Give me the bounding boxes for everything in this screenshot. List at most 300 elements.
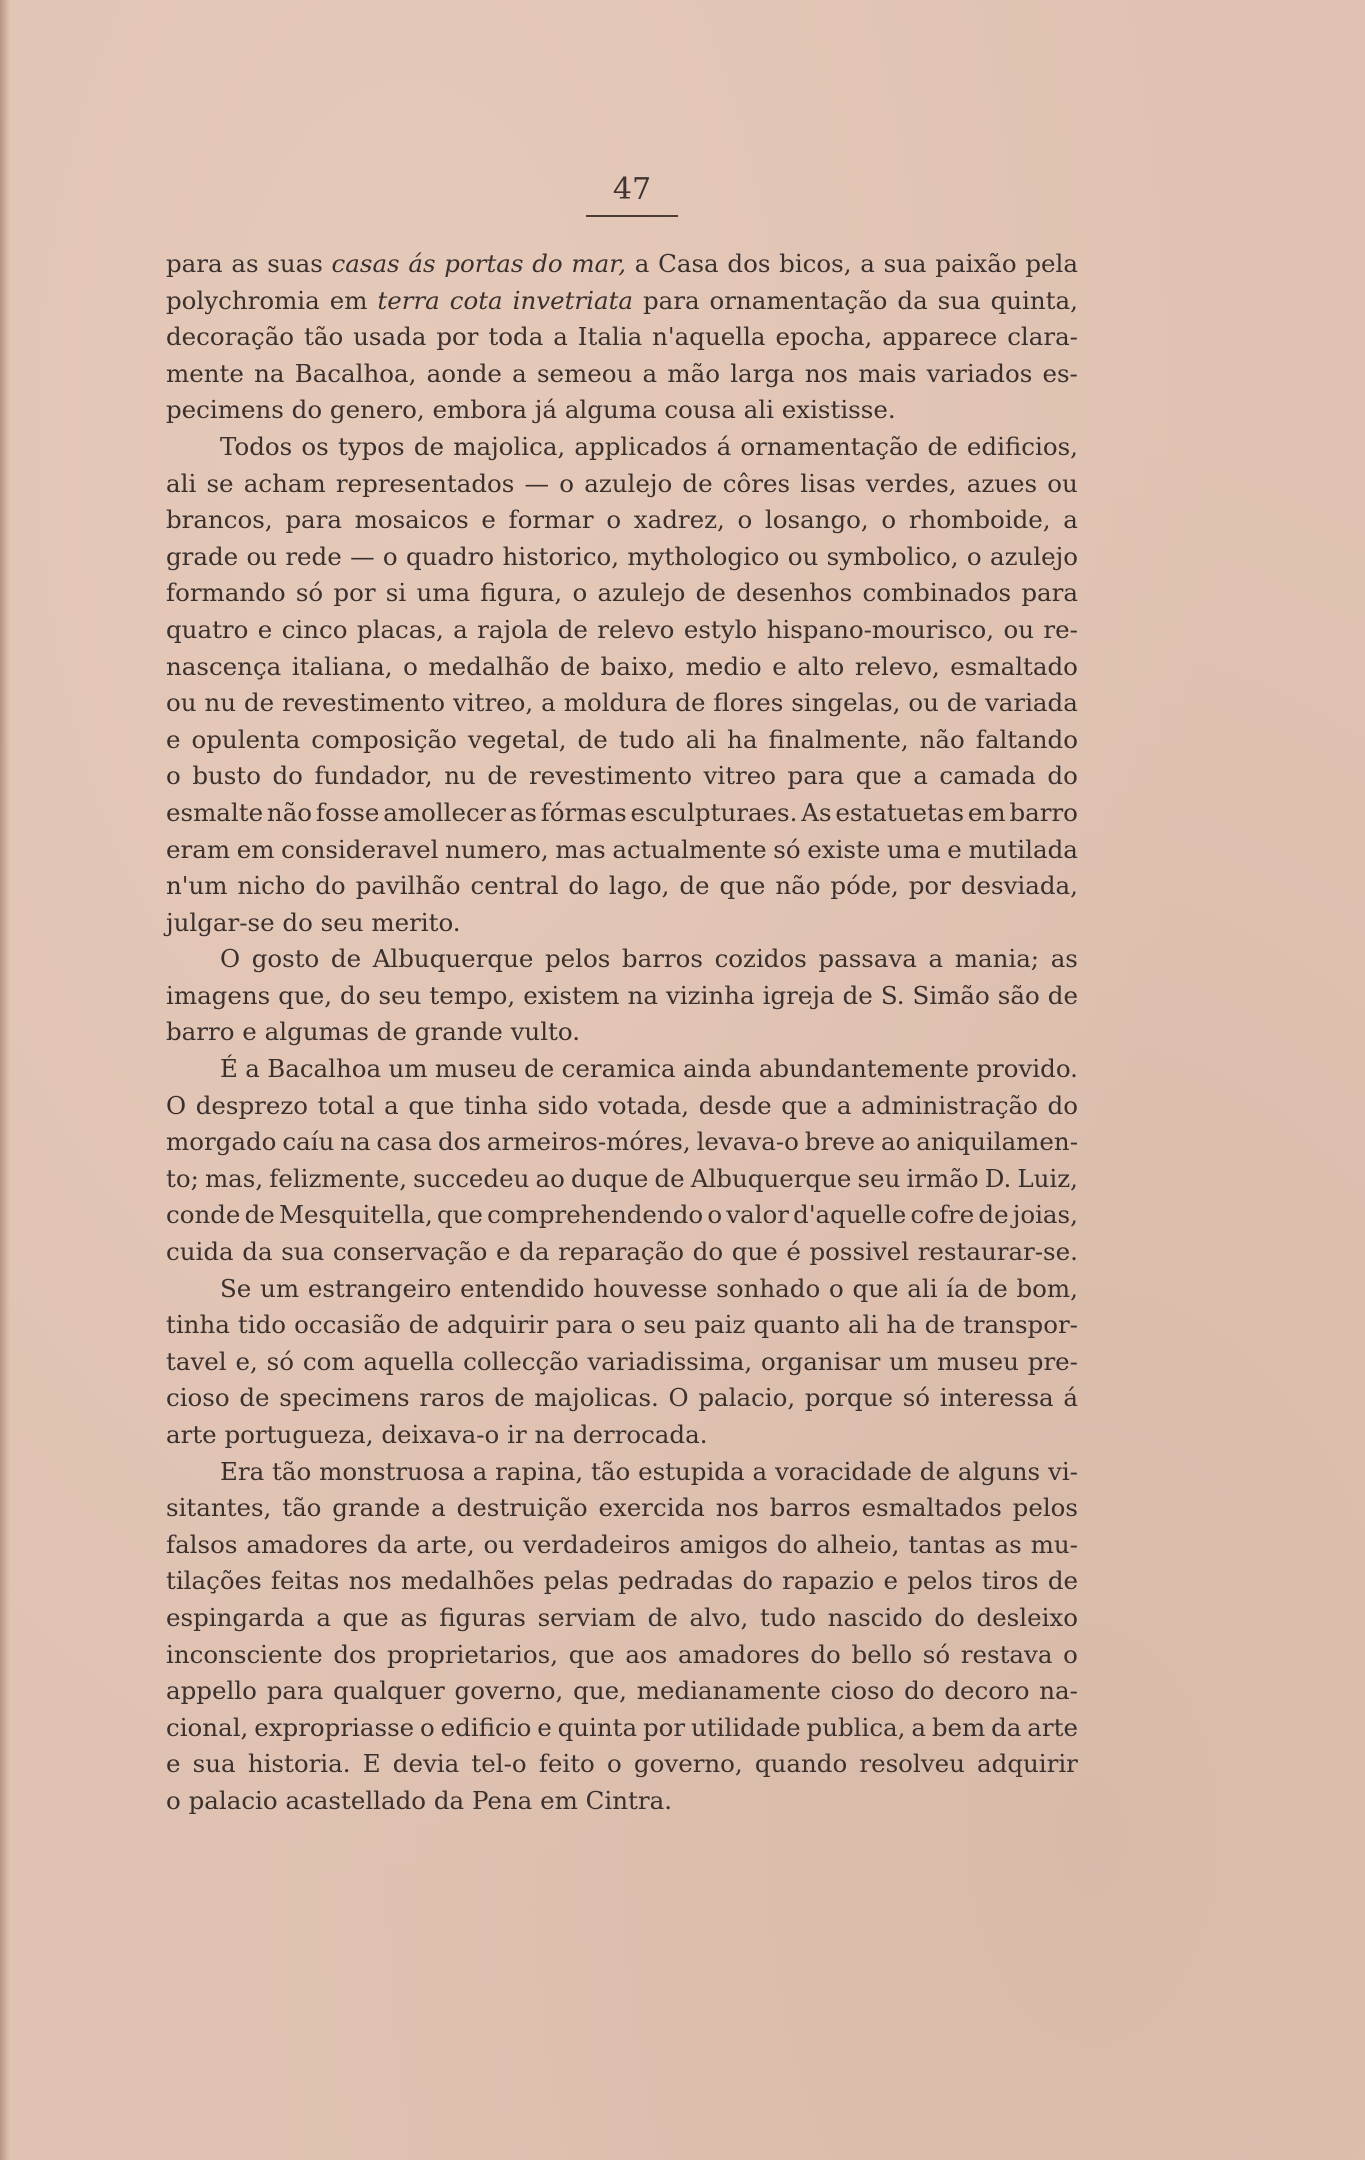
word: opulenta [191,724,301,754]
word: n'um [166,871,228,901]
word: azulejo [989,541,1078,571]
word: de [408,1310,439,1340]
word: administração [861,1090,1038,1120]
word: deixava-o [381,1420,500,1449]
word: reparação [558,1237,685,1267]
word: busto [192,761,261,791]
word: rapazio [782,1566,875,1596]
word: de [919,1456,950,1486]
text-line [166,1454,1078,1491]
word: interessa [939,1383,1054,1413]
text-line [166,1307,1078,1344]
word: do [291,395,323,425]
word: portugueza, [224,1420,374,1449]
word: Italia [577,322,643,352]
word: verdadeiros [522,1529,671,1559]
word: inconsciente [166,1639,323,1669]
word: só [902,1383,931,1413]
word: nu [444,761,476,791]
word: alheio, [816,1529,900,1559]
word: e, [235,1346,258,1376]
word: já [534,395,557,425]
word: moldura [563,688,668,718]
word: esmaltados [861,1493,1002,1523]
word: para [555,1310,613,1340]
word: e [166,724,181,754]
word: nu [204,688,237,718]
word: ao [535,1163,565,1193]
word: Albuquerque [690,1163,852,1193]
word: mutilada [968,834,1078,864]
word: do [934,1602,965,1632]
word: formando [166,578,286,608]
word: bem [931,1712,986,1742]
text-line [166,1710,1078,1747]
word: dos [333,1639,377,1669]
word: acham [243,468,326,498]
word: collecção [463,1346,579,1376]
word: grande [414,1017,503,1047]
word: typos [337,431,405,461]
word: seu [378,980,422,1010]
word: do [776,1529,808,1559]
word: um [889,1346,929,1376]
word: genero, [329,395,425,425]
word: Pena [472,1785,533,1815]
word: de [978,1200,1009,1230]
word: O [220,944,241,974]
word: sonhado [716,1273,821,1303]
word: pelos [1012,1493,1078,1523]
text-line [166,392,1078,429]
word: sido [537,1090,589,1120]
word: de [413,431,445,461]
word: á [1063,1383,1078,1413]
word: polychromia [166,285,320,315]
word: e [537,1712,552,1742]
word: morgado [166,1127,277,1157]
word: da [897,285,928,315]
word: por [333,578,376,608]
word: tiros [981,1566,1039,1596]
text-line [166,1161,1078,1198]
word: de [494,1383,525,1413]
word: devia [392,1749,460,1779]
word: vitreo [703,761,776,791]
word: de [842,980,873,1010]
word: comprehendendo [487,1200,704,1230]
word: azulejo [584,468,673,498]
word: exercida [598,1493,705,1523]
word: historia. [247,1749,351,1779]
word: o [737,505,753,535]
word: e [257,614,273,644]
word: o [420,1712,435,1742]
word: composição [311,724,457,754]
word: Se [220,1273,252,1303]
word: na [254,358,285,388]
word: desde [698,1090,772,1120]
word: de [675,688,706,718]
word: — [524,468,550,498]
word: ía [946,1273,969,1303]
word: bom, [1016,1273,1078,1303]
word: o [828,1273,844,1303]
word: acastellado [285,1785,427,1815]
word: nascença [166,651,282,681]
text-line [166,758,1078,795]
word: só [266,1346,294,1376]
word: raros [419,1383,485,1413]
word: fosse [315,797,380,827]
word: symbolico, [826,541,959,571]
word: palacio [188,1785,278,1815]
word: ornamentação [709,285,888,315]
word: pavilhão [355,871,461,901]
word: medianamente [636,1676,821,1706]
word: esculpturaes. [630,797,798,827]
word: de [679,871,710,901]
word: decoro [944,1676,1030,1706]
word: com [302,1346,355,1376]
word: E [362,1749,381,1779]
word: que [731,1237,778,1267]
word: e [772,651,787,681]
word: merito. [371,907,461,937]
word: revestimento [282,688,446,718]
word: tavel [166,1346,227,1376]
body-text [166,246,1078,1820]
word: do [532,249,563,278]
word: vulto. [510,1017,581,1047]
word: larga [730,358,795,388]
word: o [881,505,897,535]
word: aniquilamen- [916,1127,1078,1157]
word: re- [1043,614,1078,644]
word: ainda [682,1054,752,1084]
word: a [472,1456,488,1486]
word: na- [1039,1676,1078,1706]
word: tinha [464,1090,528,1120]
text-line [166,246,1078,283]
word: majolicas. [534,1383,659,1413]
word: que [719,871,766,901]
word: flores [713,688,784,718]
word: não [775,871,821,901]
word: grade [166,541,239,571]
word: proprietarios, [387,1639,559,1669]
word: que [568,1639,615,1669]
word: a [316,1602,331,1632]
word: da [433,1785,465,1815]
word: lago, [608,871,670,901]
word: tão [304,322,344,352]
word: embora [432,395,527,425]
word: caíu [282,1127,335,1157]
word: de [695,578,726,608]
word: por [908,871,951,901]
word: provido. [976,1054,1078,1084]
word: imagens [166,980,271,1010]
word: pelos [907,1566,973,1596]
word: Bacalhoa [267,1054,382,1084]
word: para [266,1676,324,1706]
word: não [919,724,965,754]
word: barro [1009,797,1078,827]
word: rapina, [495,1456,584,1486]
word: arte, [416,1529,475,1559]
word: cousa [664,395,736,425]
word: amigos [679,1529,768,1559]
word: do [1047,761,1078,791]
text-line [166,466,1078,503]
word: restaurar-se. [917,1237,1078,1267]
word: ha [727,724,758,754]
word: restava [960,1639,1053,1669]
word: de [330,944,362,974]
word: Bacalhoa, [294,358,417,388]
word: de [924,1310,955,1340]
word: da [242,1237,273,1267]
word: entendido [460,1273,585,1303]
word: do [742,1566,773,1596]
word: por [436,322,479,352]
word: do [568,871,599,901]
text-line [166,1197,1078,1234]
word: são [997,980,1040,1010]
word: a [836,1090,852,1120]
word: a [928,944,944,974]
word: ir [507,1420,527,1449]
text-line [166,1344,1078,1381]
word: cofre [910,1200,975,1230]
text-line [166,868,1078,905]
word: algumas [264,1017,369,1047]
word: barros [769,1493,851,1523]
word: publica, [806,1712,906,1742]
word: n'aquella [652,322,766,352]
word: amadores [246,1529,369,1559]
word: derrocada. [572,1420,708,1449]
word: desprezo [195,1090,309,1120]
word: do [340,980,371,1010]
word: cuida [166,1237,234,1267]
text-line [166,356,1078,393]
text-line [166,1783,1078,1820]
text-line [166,575,1078,612]
word: desenhos [736,578,853,608]
word: de [487,761,518,791]
word: desleixo [976,1602,1078,1632]
word: de [1047,1566,1078,1596]
text-line [166,832,1078,869]
word: italiana, [291,651,393,681]
word: dos [727,249,771,278]
word: o [166,761,181,791]
word: ali [166,468,197,498]
word: mais [858,358,917,388]
word: faltando [975,724,1078,754]
word: um [260,1273,300,1303]
word: succedeu [413,1163,530,1193]
word: as [231,249,259,278]
word: igreja [762,980,835,1010]
word: cioso [166,1383,230,1413]
word: a [431,1493,446,1523]
word: para [285,505,342,535]
word: figura, [480,578,563,608]
word: ali [685,724,717,754]
word: que [408,1090,455,1120]
word: só [295,578,324,608]
word: barro [166,1017,235,1047]
word: a [384,1090,399,1120]
word: As [801,797,832,827]
word: d'aquelle [793,1200,907,1230]
word: e [496,1237,511,1267]
word: epocha, [775,322,873,352]
word: monstruosa [319,1456,465,1486]
word: organisar [761,1346,881,1376]
word: governo, [454,1676,564,1706]
word: sua [937,285,981,315]
word: levava-o [696,1127,799,1157]
word: vizinha [666,980,755,1010]
word: mosaicos [354,505,469,535]
word: de [927,431,958,461]
word: brancos, [166,505,273,535]
word: quinta, [990,285,1078,315]
word: edificios, [966,431,1078,461]
word: a [245,1054,260,1084]
word: ou [1003,614,1034,644]
word: mão [667,358,720,388]
word: ornamentação [740,431,919,461]
word: o [403,651,418,681]
word: côres [722,468,791,498]
word: e [242,1017,257,1047]
text-line [166,539,1078,576]
word: tido [237,1310,287,1340]
word: consideravel [281,834,439,864]
word: adquirir [447,1310,548,1340]
word: tempo, [429,980,516,1010]
word: para [1021,578,1078,608]
word: felizmente, [269,1163,408,1193]
word: as [509,797,537,827]
word: não [266,797,313,827]
word: S. [880,980,905,1010]
word: tão [591,1456,631,1486]
word: cional, [166,1712,249,1742]
word: edificio [440,1712,532,1742]
word: por [643,1712,686,1742]
word: si [385,578,407,608]
word: cioso [830,1676,895,1706]
text-line [166,1088,1078,1125]
word: majolica, [453,431,566,461]
word: tudo [618,724,675,754]
word: estylo [683,614,758,644]
word: de [977,1273,1008,1303]
word: breve [804,1127,876,1157]
word: vitreo, [452,688,534,718]
word: quadro [405,541,495,571]
word: existisse. [781,395,896,425]
word: destruição [456,1493,588,1523]
word: resolveu [859,1749,965,1779]
word: o [966,541,982,571]
word: quando [754,1749,848,1779]
word: passava [818,944,917,974]
word: O [668,1383,689,1413]
word: que [436,1200,483,1230]
word: só [773,834,801,864]
word: ou [908,688,939,718]
word: verdes, [865,468,957,498]
word: qualquer [333,1676,445,1706]
word: fórmas [540,797,627,827]
word: ou [1047,468,1078,498]
word: a [453,614,468,644]
word: mas, [204,1163,264,1193]
word: arte [166,1420,217,1449]
word: vegetal, [467,724,567,754]
word: camada [939,761,1036,791]
word: placas, [356,614,444,644]
word: vi- [1048,1456,1078,1486]
word: de [239,1383,270,1413]
word: bicos, [779,249,852,278]
word: um [388,1054,428,1084]
word: total [317,1090,375,1120]
word: amadores [677,1639,800,1669]
word: mar, [571,249,627,278]
word: occasião [294,1310,401,1340]
word: es- [1042,358,1078,388]
word: losango, [764,505,869,535]
word: esmalte [166,797,264,827]
word: alguns [957,1456,1041,1486]
word: as [1050,944,1078,974]
word: paiz [694,1310,746,1340]
word: alvo, [689,1602,749,1632]
page-number: 47 [612,172,652,207]
word: rajola [477,614,549,644]
word: a [634,249,650,278]
text-line [166,1746,1078,1783]
word: da [991,1712,1022,1742]
word: azues [966,468,1038,498]
word: nos [715,1493,759,1523]
word: arte [1027,1712,1078,1742]
word: de [654,1163,685,1193]
word: ao [880,1127,911,1157]
word: museu [937,1346,1019,1376]
text-line [166,1673,1078,1710]
word: da [519,1237,550,1267]
word: figuras [439,1602,526,1632]
word: falsos [166,1529,238,1559]
word: suas [267,249,323,278]
word: adquirir [977,1749,1078,1779]
word: em [540,1785,578,1815]
word: pre- [1027,1346,1078,1376]
word: que, [278,980,332,1010]
word: joias, [1012,1200,1078,1230]
text-line [166,978,1078,1015]
text-line [166,1527,1078,1564]
